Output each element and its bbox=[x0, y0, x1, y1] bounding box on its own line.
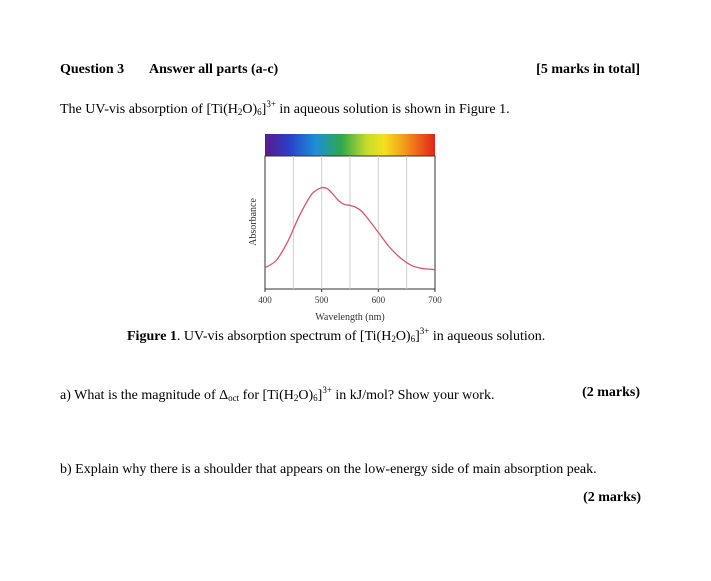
intro-text-end: in aqueous solution is shown in Figure 1. bbox=[275, 102, 510, 117]
qb-marks: (2 marks) bbox=[583, 490, 641, 505]
caption-bracket: ] bbox=[415, 329, 420, 344]
intro-charge: 3+ bbox=[266, 99, 276, 109]
visible-spectrum-bar bbox=[265, 134, 435, 156]
qa-text-end: in kJ/mol? Show your work. bbox=[331, 388, 495, 403]
intro-text-start: The UV-vis absorption of [Ti(H bbox=[60, 102, 238, 117]
qa-bracket: ] bbox=[317, 388, 323, 403]
x-tick-label: 700 bbox=[428, 295, 442, 305]
qa-text-mid2: O) bbox=[298, 388, 314, 403]
question-title: Question 3 bbox=[60, 62, 125, 77]
x-tick-label: 500 bbox=[314, 295, 329, 305]
caption-text-start: . UV-vis absorption spectrum of [Ti(H bbox=[176, 329, 392, 344]
intro-paragraph bbox=[60, 99, 510, 118]
caption-subscript: 2 bbox=[391, 334, 396, 344]
intro-bracket: ] bbox=[261, 102, 267, 117]
x-axis-label: Wavelength (nm) bbox=[315, 312, 385, 323]
qa-charge: 3+ bbox=[322, 385, 332, 395]
x-tick-label: 400 bbox=[258, 295, 272, 305]
intro-subscript: 6 bbox=[257, 107, 262, 117]
intro-text-mid: O) bbox=[242, 102, 258, 117]
caption-text-end: in aqueous solution. bbox=[429, 329, 546, 344]
uv-vis-chart bbox=[240, 132, 450, 328]
question-instruction: Answer all parts (a-c) bbox=[149, 62, 279, 77]
x-tick-label: 600 bbox=[371, 295, 386, 305]
question-a bbox=[60, 385, 640, 404]
y-axis-label: Absorbance bbox=[248, 198, 259, 246]
question-b: b) Explain why there is a shoulder that appears on the low-energy side of main absorption peak. bbox=[60, 462, 597, 477]
qa-text-mid: for [Ti(H bbox=[239, 388, 294, 403]
qa-subscript: 2 bbox=[293, 393, 299, 403]
caption-charge: 3+ bbox=[419, 326, 430, 336]
qa-subscript: 6 bbox=[313, 393, 318, 403]
qa-marks: (2 marks) bbox=[582, 385, 640, 400]
intro-subscript: 2 bbox=[237, 107, 243, 117]
figure-caption bbox=[127, 326, 545, 345]
x-ticks bbox=[258, 289, 442, 305]
caption-label: Figure 1 bbox=[127, 329, 177, 344]
uv-vis-figure bbox=[240, 132, 450, 328]
caption-text-mid: O) bbox=[395, 329, 411, 344]
qa-text-start: a) What is the magnitude of Δ bbox=[60, 388, 229, 403]
qa-delta-subscript: oct bbox=[228, 393, 240, 403]
caption-subscript: 6 bbox=[410, 334, 416, 344]
total-marks: [5 marks in total] bbox=[536, 62, 640, 77]
